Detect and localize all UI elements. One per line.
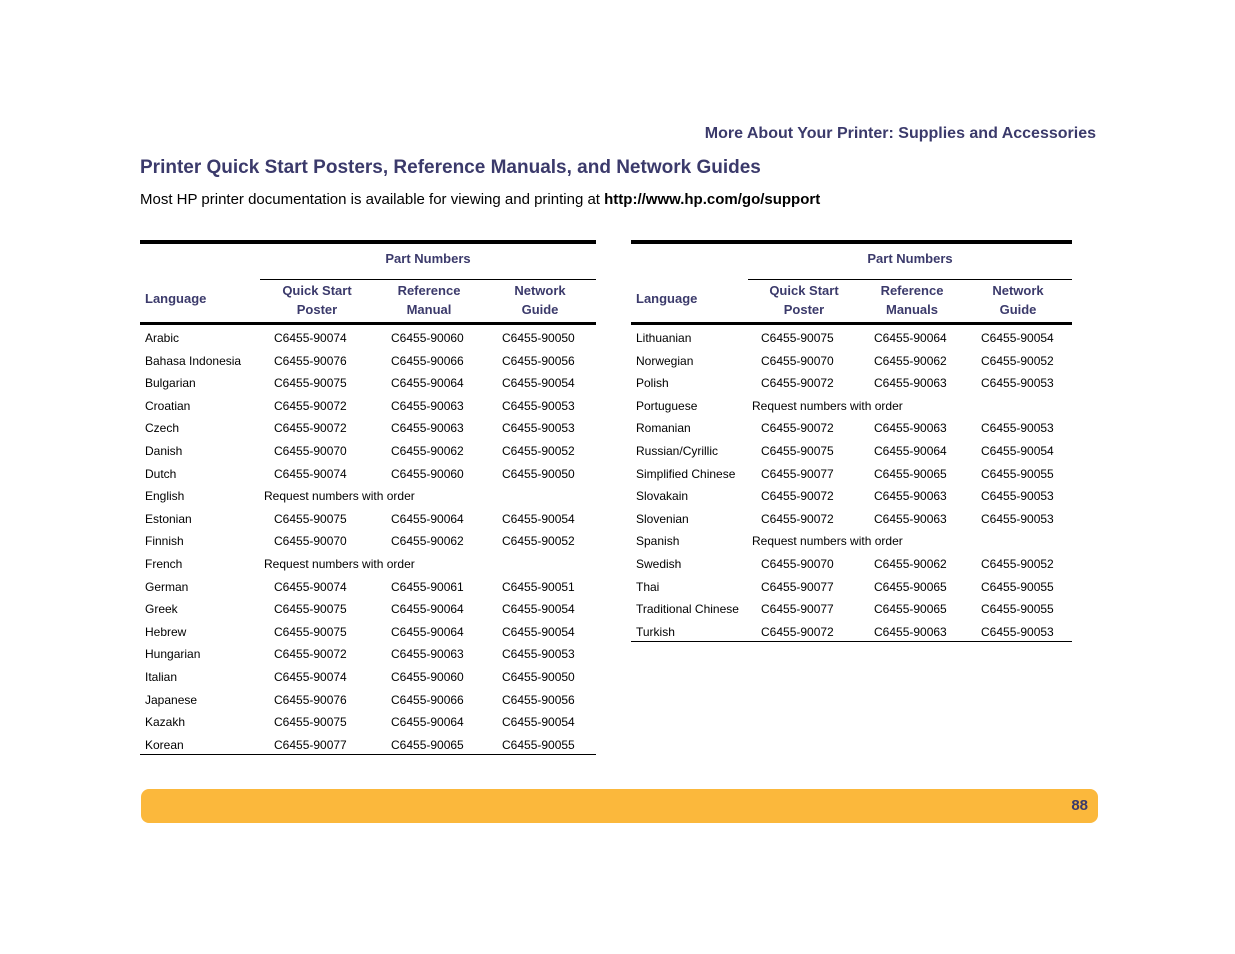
reference-part-cell: C6455-90063 bbox=[391, 421, 464, 436]
language-cell: English bbox=[145, 489, 185, 504]
table-header bbox=[631, 244, 1072, 322]
language-cell: French bbox=[145, 556, 183, 571]
reference-part-cell: C6455-90063 bbox=[391, 647, 464, 662]
language-cell: Greek bbox=[145, 602, 178, 617]
reference-manual-heading: Reference Manual bbox=[397, 283, 461, 317]
language-cell: German bbox=[145, 579, 189, 594]
reference-part-cell: C6455-90065 bbox=[391, 737, 464, 752]
language-cell: Simplified Chinese bbox=[636, 466, 736, 481]
network-part-cell: C6455-90051 bbox=[502, 579, 575, 594]
table-row bbox=[631, 528, 1072, 551]
part-numbers-rule bbox=[748, 279, 1072, 280]
reference-part-cell: C6455-90064 bbox=[874, 331, 947, 345]
reference-part-cell: C6455-90064 bbox=[391, 624, 464, 639]
language-cell: Norwegian bbox=[636, 353, 694, 368]
table-row bbox=[631, 348, 1072, 371]
reference-manuals-heading: Reference Manuals bbox=[880, 283, 944, 317]
language-cell: Croatian bbox=[145, 398, 191, 413]
table-row bbox=[140, 732, 596, 755]
intro-paragraph bbox=[140, 191, 820, 208]
quick-start-part-cell: C6455-90072 bbox=[274, 647, 347, 662]
reference-part-cell: C6455-90064 bbox=[874, 443, 947, 458]
reference-part-cell: C6455-90062 bbox=[874, 353, 947, 368]
footer-bar bbox=[141, 789, 1098, 823]
reference-part-cell: C6455-90062 bbox=[874, 556, 947, 571]
table-row bbox=[140, 664, 596, 687]
part-numbers-heading: Part Numbers bbox=[385, 251, 471, 266]
network-part-cell: C6455-90052 bbox=[981, 556, 1054, 571]
quick-start-part-cell: C6455-90074 bbox=[274, 669, 347, 684]
network-part-cell: C6455-90053 bbox=[981, 421, 1054, 436]
part-numbers-rule bbox=[260, 279, 596, 280]
network-part-cell: C6455-90056 bbox=[502, 692, 575, 707]
quick-start-part-cell: C6455-90072 bbox=[274, 398, 347, 413]
table-bottom-rule bbox=[631, 641, 1072, 642]
table-header bbox=[140, 244, 596, 322]
table-row bbox=[140, 528, 596, 551]
network-part-cell: C6455-90054 bbox=[981, 443, 1054, 458]
language-cell: Portuguese bbox=[636, 398, 698, 413]
table-body bbox=[631, 325, 1072, 641]
quick-start-poster-heading: Quick Start Poster bbox=[769, 283, 839, 317]
table-row bbox=[631, 596, 1072, 619]
table-row bbox=[140, 596, 596, 619]
language-cell: Slovakain bbox=[636, 489, 689, 504]
section-header: More About Your Printer: Supplies and Accessories bbox=[704, 125, 1096, 142]
table-row bbox=[140, 415, 596, 438]
table-row bbox=[140, 438, 596, 461]
network-part-cell: C6455-90054 bbox=[502, 511, 575, 526]
table-row bbox=[631, 506, 1072, 529]
network-part-cell: C6455-90054 bbox=[502, 376, 575, 391]
quick-start-part-cell: C6455-90072 bbox=[761, 489, 834, 504]
quick-start-part-cell: C6455-90077 bbox=[761, 602, 834, 617]
reference-part-cell: C6455-90065 bbox=[874, 579, 947, 594]
request-note-cell: Request numbers with order bbox=[752, 398, 903, 413]
language-heading: Language bbox=[636, 291, 698, 306]
network-part-cell: C6455-90053 bbox=[981, 624, 1054, 639]
quick-start-part-cell: C6455-90072 bbox=[761, 511, 834, 526]
left-parts-table bbox=[140, 240, 596, 755]
reference-part-cell: C6455-90065 bbox=[874, 602, 947, 617]
reference-part-cell: C6455-90060 bbox=[391, 331, 464, 345]
language-heading: Language bbox=[145, 291, 207, 306]
language-cell: Lithuanian bbox=[636, 331, 692, 345]
quick-start-part-cell: C6455-90070 bbox=[274, 443, 347, 458]
network-part-cell: C6455-90055 bbox=[502, 737, 575, 752]
language-cell: Dutch bbox=[145, 466, 177, 481]
intro-text: Most HP printer documentation is available for viewing and printing at bbox=[140, 191, 605, 208]
quick-start-part-cell: C6455-90070 bbox=[761, 556, 834, 571]
network-part-cell: C6455-90053 bbox=[981, 376, 1054, 391]
quick-start-part-cell: C6455-90077 bbox=[274, 737, 347, 752]
reference-part-cell: C6455-90064 bbox=[391, 376, 464, 391]
reference-part-cell: C6455-90062 bbox=[391, 443, 464, 458]
table-row bbox=[140, 506, 596, 529]
reference-part-cell: C6455-90063 bbox=[874, 511, 947, 526]
reference-part-cell: C6455-90062 bbox=[391, 534, 464, 549]
table-body bbox=[140, 325, 596, 754]
page-number: 88 bbox=[1071, 797, 1088, 814]
part-numbers-heading: Part Numbers bbox=[867, 251, 953, 266]
quick-start-part-cell: C6455-90077 bbox=[761, 579, 834, 594]
table-row bbox=[631, 483, 1072, 506]
language-cell: Bahasa Indonesia bbox=[145, 353, 242, 368]
network-part-cell: C6455-90055 bbox=[981, 466, 1054, 481]
table-row bbox=[140, 619, 596, 642]
quick-start-part-cell: C6455-90074 bbox=[274, 579, 347, 594]
page-title: Printer Quick Start Posters, Reference Manuals, and Network Guides bbox=[140, 157, 761, 178]
language-cell: Arabic bbox=[145, 331, 180, 345]
language-cell: Slovenian bbox=[636, 511, 689, 526]
reference-part-cell: C6455-90060 bbox=[391, 466, 464, 481]
language-cell: Italian bbox=[145, 669, 178, 684]
reference-part-cell: C6455-90064 bbox=[391, 715, 464, 730]
table-row bbox=[631, 551, 1072, 574]
table-row bbox=[140, 641, 596, 664]
language-cell: Traditional Chinese bbox=[636, 602, 739, 617]
language-cell: Estonian bbox=[145, 511, 192, 526]
quick-start-part-cell: C6455-90074 bbox=[274, 466, 347, 481]
quick-start-part-cell: C6455-90076 bbox=[274, 692, 347, 707]
network-part-cell: C6455-90052 bbox=[502, 443, 575, 458]
table-row bbox=[140, 483, 596, 506]
network-part-cell: C6455-90053 bbox=[502, 647, 575, 662]
quick-start-part-cell: C6455-90077 bbox=[761, 466, 834, 481]
reference-part-cell: C6455-90063 bbox=[874, 421, 947, 436]
network-part-cell: C6455-90052 bbox=[981, 353, 1054, 368]
table-row bbox=[140, 370, 596, 393]
table-row bbox=[140, 348, 596, 371]
language-cell: Swedish bbox=[636, 556, 682, 571]
network-guide-heading: Network Guide bbox=[514, 283, 566, 317]
table-row bbox=[140, 709, 596, 732]
network-part-cell: C6455-90055 bbox=[981, 579, 1054, 594]
network-part-cell: C6455-90050 bbox=[502, 466, 575, 481]
language-cell: Bulgarian bbox=[145, 376, 196, 391]
table-row bbox=[631, 415, 1072, 438]
reference-part-cell: C6455-90063 bbox=[874, 489, 947, 504]
network-part-cell: C6455-90052 bbox=[502, 534, 575, 549]
quick-start-part-cell: C6455-90070 bbox=[761, 353, 834, 368]
language-cell: Hebrew bbox=[145, 624, 187, 639]
language-cell: Turkish bbox=[636, 624, 675, 639]
table-row bbox=[140, 325, 596, 348]
network-guide-heading: Network Guide bbox=[992, 283, 1044, 317]
table-row bbox=[140, 574, 596, 597]
language-cell: Japanese bbox=[145, 692, 198, 707]
network-part-cell: C6455-90054 bbox=[981, 331, 1054, 345]
table-row bbox=[631, 438, 1072, 461]
quick-start-part-cell: C6455-90072 bbox=[761, 376, 834, 391]
quick-start-part-cell: C6455-90076 bbox=[274, 353, 347, 368]
network-part-cell: C6455-90054 bbox=[502, 602, 575, 617]
quick-start-part-cell: C6455-90070 bbox=[274, 534, 347, 549]
network-part-cell: C6455-90053 bbox=[502, 398, 575, 413]
table-row bbox=[140, 461, 596, 484]
language-cell: Kazakh bbox=[145, 715, 186, 730]
network-part-cell: C6455-90055 bbox=[981, 602, 1054, 617]
language-cell: Polish bbox=[636, 376, 669, 391]
quick-start-part-cell: C6455-90075 bbox=[274, 511, 347, 526]
quick-start-part-cell: C6455-90075 bbox=[274, 715, 347, 730]
request-note-cell: Request numbers with order bbox=[752, 534, 903, 549]
quick-start-part-cell: C6455-90072 bbox=[761, 421, 834, 436]
language-cell: Korean bbox=[145, 737, 184, 752]
reference-part-cell: C6455-90063 bbox=[874, 376, 947, 391]
language-cell: Romanian bbox=[636, 421, 691, 436]
language-cell: Danish bbox=[145, 443, 183, 458]
reference-part-cell: C6455-90060 bbox=[391, 669, 464, 684]
network-part-cell: C6455-90056 bbox=[502, 353, 575, 368]
table-bottom-rule bbox=[140, 754, 596, 755]
reference-part-cell: C6455-90063 bbox=[874, 624, 947, 639]
reference-part-cell: C6455-90064 bbox=[391, 602, 464, 617]
quick-start-part-cell: C6455-90075 bbox=[274, 624, 347, 639]
network-part-cell: C6455-90054 bbox=[502, 624, 575, 639]
quick-start-poster-heading: Quick Start Poster bbox=[282, 283, 352, 317]
quick-start-part-cell: C6455-90075 bbox=[274, 602, 347, 617]
quick-start-part-cell: C6455-90072 bbox=[274, 421, 347, 436]
quick-start-part-cell: C6455-90074 bbox=[274, 331, 347, 345]
table-row bbox=[631, 461, 1072, 484]
language-cell: Finnish bbox=[145, 534, 184, 549]
table-row bbox=[631, 325, 1072, 348]
language-cell: Spanish bbox=[636, 534, 680, 549]
table-row bbox=[140, 687, 596, 710]
network-part-cell: C6455-90050 bbox=[502, 669, 575, 684]
table-row bbox=[631, 370, 1072, 393]
network-part-cell: C6455-90053 bbox=[981, 511, 1054, 526]
reference-part-cell: C6455-90066 bbox=[391, 692, 464, 707]
language-cell: Thai bbox=[636, 579, 660, 594]
support-link[interactable]: http://www.hp.com/go/support bbox=[604, 191, 821, 208]
quick-start-part-cell: C6455-90075 bbox=[761, 331, 834, 345]
reference-part-cell: C6455-90063 bbox=[391, 398, 464, 413]
table-row bbox=[631, 619, 1072, 642]
reference-part-cell: C6455-90065 bbox=[874, 466, 947, 481]
language-cell: Russian/Cyrillic bbox=[636, 443, 719, 458]
network-part-cell: C6455-90050 bbox=[502, 331, 575, 345]
table-row bbox=[140, 393, 596, 416]
table-row bbox=[140, 551, 596, 574]
network-part-cell: C6455-90053 bbox=[502, 421, 575, 436]
reference-part-cell: C6455-90061 bbox=[391, 579, 464, 594]
network-part-cell: C6455-90053 bbox=[981, 489, 1054, 504]
reference-part-cell: C6455-90064 bbox=[391, 511, 464, 526]
request-note-cell: Request numbers with order bbox=[264, 489, 415, 504]
quick-start-part-cell: C6455-90072 bbox=[761, 624, 834, 639]
right-parts-table bbox=[631, 240, 1072, 642]
language-cell: Hungarian bbox=[145, 647, 201, 662]
network-part-cell: C6455-90054 bbox=[502, 715, 575, 730]
table-row bbox=[631, 393, 1072, 416]
table-row bbox=[631, 574, 1072, 597]
language-cell: Czech bbox=[145, 421, 180, 436]
quick-start-part-cell: C6455-90075 bbox=[761, 443, 834, 458]
quick-start-part-cell: C6455-90075 bbox=[274, 376, 347, 391]
reference-part-cell: C6455-90066 bbox=[391, 353, 464, 368]
request-note-cell: Request numbers with order bbox=[264, 556, 415, 571]
